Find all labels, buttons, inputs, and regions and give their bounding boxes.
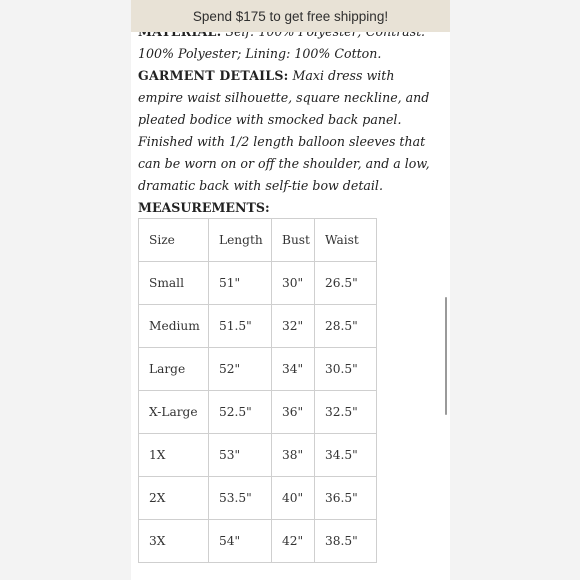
cell-waist: 34.5" <box>315 434 377 477</box>
product-page <box>131 0 450 580</box>
cell-length: 54" <box>209 520 272 563</box>
cell-size: X-Large <box>139 391 209 434</box>
cell-size: Large <box>139 348 209 391</box>
cell-waist: 36.5" <box>315 477 377 520</box>
cell-size: 2X <box>139 477 209 520</box>
details-paragraph <box>138 65 443 197</box>
table-row <box>139 348 377 391</box>
cell-length: 52" <box>209 348 272 391</box>
material-text: 100% Polyester; Lining: 100% Cotton. <box>138 46 382 61</box>
cell-size: Small <box>139 262 209 305</box>
table-row <box>139 477 377 520</box>
scrollbar-thumb[interactable] <box>445 297 447 415</box>
cell-length: 51.5" <box>209 305 272 348</box>
table-row <box>139 391 377 434</box>
header-bust: Bust <box>272 219 315 262</box>
header-length: Length <box>209 219 272 262</box>
cell-length: 53" <box>209 434 272 477</box>
cell-bust: 30" <box>272 262 315 305</box>
header-waist: Waist <box>315 219 377 262</box>
cell-bust: 32" <box>272 305 315 348</box>
cell-size: 1X <box>139 434 209 477</box>
product-description <box>138 21 443 219</box>
cell-waist: 26.5" <box>315 262 377 305</box>
cell-bust: 42" <box>272 520 315 563</box>
cell-size: Medium <box>139 305 209 348</box>
cell-waist: 32.5" <box>315 391 377 434</box>
cell-bust: 40" <box>272 477 315 520</box>
cell-waist: 38.5" <box>315 520 377 563</box>
cell-waist: 30.5" <box>315 348 377 391</box>
cell-length: 51" <box>209 262 272 305</box>
details-label: GARMENT DETAILS: <box>138 68 289 83</box>
size-chart-table <box>138 218 377 563</box>
details-text: Maxi dress with empire waist silhouette, square neckline, and pleated bodice with smocked back panel. Finished with 1/2 length balloon sleeves that can be worn on or off the shoulder, and a low, dramatic back with self-tie bow detail. <box>138 68 430 193</box>
table-row <box>139 305 377 348</box>
banner-text: Spend $175 to get free shipping! <box>192 8 389 24</box>
table-row <box>139 434 377 477</box>
cell-size: 3X <box>139 520 209 563</box>
cell-waist: 28.5" <box>315 305 377 348</box>
cell-bust: 34" <box>272 348 315 391</box>
header-size: Size <box>139 219 209 262</box>
size-chart-header-row <box>139 219 377 262</box>
size-chart-body <box>139 219 377 563</box>
cell-bust: 36" <box>272 391 315 434</box>
measurements-heading: MEASUREMENTS: <box>138 200 270 215</box>
cell-bust: 38" <box>272 434 315 477</box>
cell-length: 52.5" <box>209 391 272 434</box>
table-row <box>139 262 377 305</box>
free-shipping-banner[interactable] <box>131 0 450 32</box>
table-row <box>139 520 377 563</box>
cell-length: 53.5" <box>209 477 272 520</box>
